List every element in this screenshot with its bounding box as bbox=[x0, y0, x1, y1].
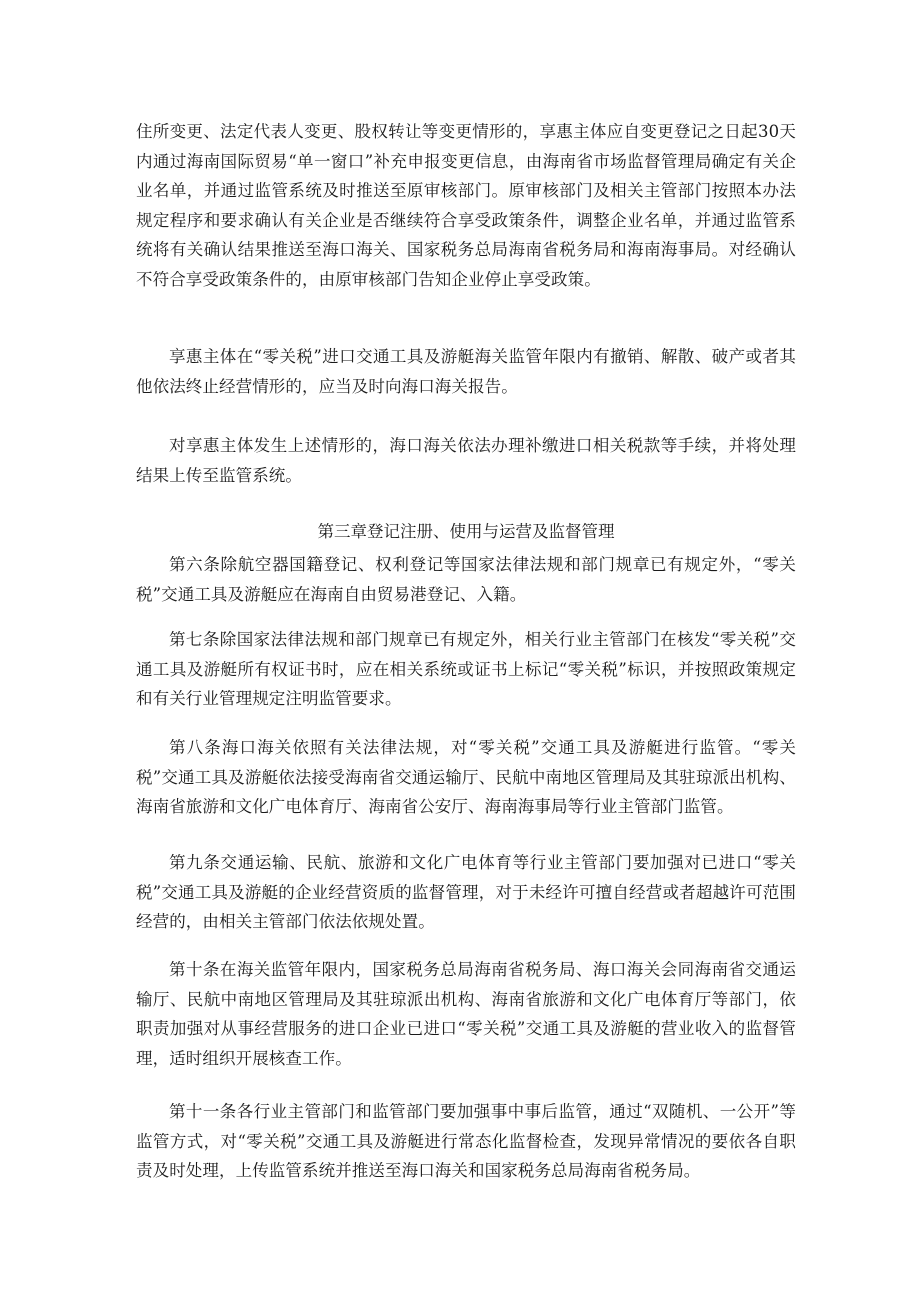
paragraph-termination-report: 享惠主体在“零关税”进口交通工具及游艇海关监管年限内有撤销、解散、破产或者其他依法终止经营情形的，应当及时向海口海关报告。 bbox=[136, 347, 796, 396]
article-9: 第九条交通运输、民航、旅游和文化广电体育等行业主管部门要加强对已进口“零关税”交通工具及游艇的企业经营资质的监督管理，对于未经许可擅自经营或者超越许可范围经营的，由相关主管部门依法依规处置。 bbox=[136, 853, 796, 931]
article-6: 第六条除航空器国籍登记、权利登记等国家法律法规和部门规章已有规定外，“零关税”交通工具及游艇应在海南自由贸易港登记、入籍。 bbox=[136, 555, 796, 604]
paragraph-change-registration: 住所变更、法定代表人变更、股权转让等变更情形的，享惠主体应自变更登记之日起30天内通过海南国际贸易“单一窗口”补充申报变更信息，由海南省市场监督管理局确定有关企业名单，并通过监管系统及时推送至原审核部门。原审核部门及相关主管部门按照本办法规定程序和要求确认有关企业是否继续符合享受政策条件，调整企业名单，并通过监管系统将有关确认结果推送至海口海关、国家税务总局海南省税务局和海南海事局。对经确认不符合享受政策条件的，由原审核部门告知企业停止享受政策。 bbox=[136, 122, 796, 289]
paragraph-tax-repayment: 对享惠主体发生上述情形的，海口海关依法办理补缴进口相关税款等手续，并将处理结果上传至监管系统。 bbox=[136, 436, 796, 485]
article-10: 第十条在海关监管年限内，国家税务总局海南省税务局、海口海关会同海南省交通运输厅、民航中南地区管理局及其驻琼派出机构、海南省旅游和文化广电体育厅等部门，依职责加强对从事经营服务的进口企业已进口“零关税”交通工具及游艇的营业收入的监督管理，适时组织开展核查工作。 bbox=[136, 960, 796, 1068]
chapter-heading: 第三章登记注册、使用与运营及监督管理 bbox=[317, 522, 615, 541]
article-7: 第七条除国家法律法规和部门规章已有规定外，相关行业主管部门在核发“零关税”交通工具及游艇所有权证书时，应在相关系统或证书上标记“零关税”标识，并按照政策规定和有关行业管理规定注明监管要求。 bbox=[136, 630, 796, 708]
article-11: 第十一条各行业主管部门和监管部门要加强事中事后监管，通过“双随机、一公开”等监管方式，对“零关税”交通工具及游艇进行常态化监督检查，发现异常情况的要依各自职责及时处理，上传监管系统并推送至海口海关和国家税务总局海南省税务局。 bbox=[136, 1102, 796, 1180]
article-8: 第八条海口海关依照有关法律法规，对“零关税”交通工具及游艇进行监管。“零关税”交通工具及游艇依法接受海南省交通运输厅、民航中南地区管理局及其驻琼派出机构、海南省旅游和文化广电体育厅、海南省公安厅、海南海事局等行业主管部门监管。 bbox=[136, 738, 796, 816]
